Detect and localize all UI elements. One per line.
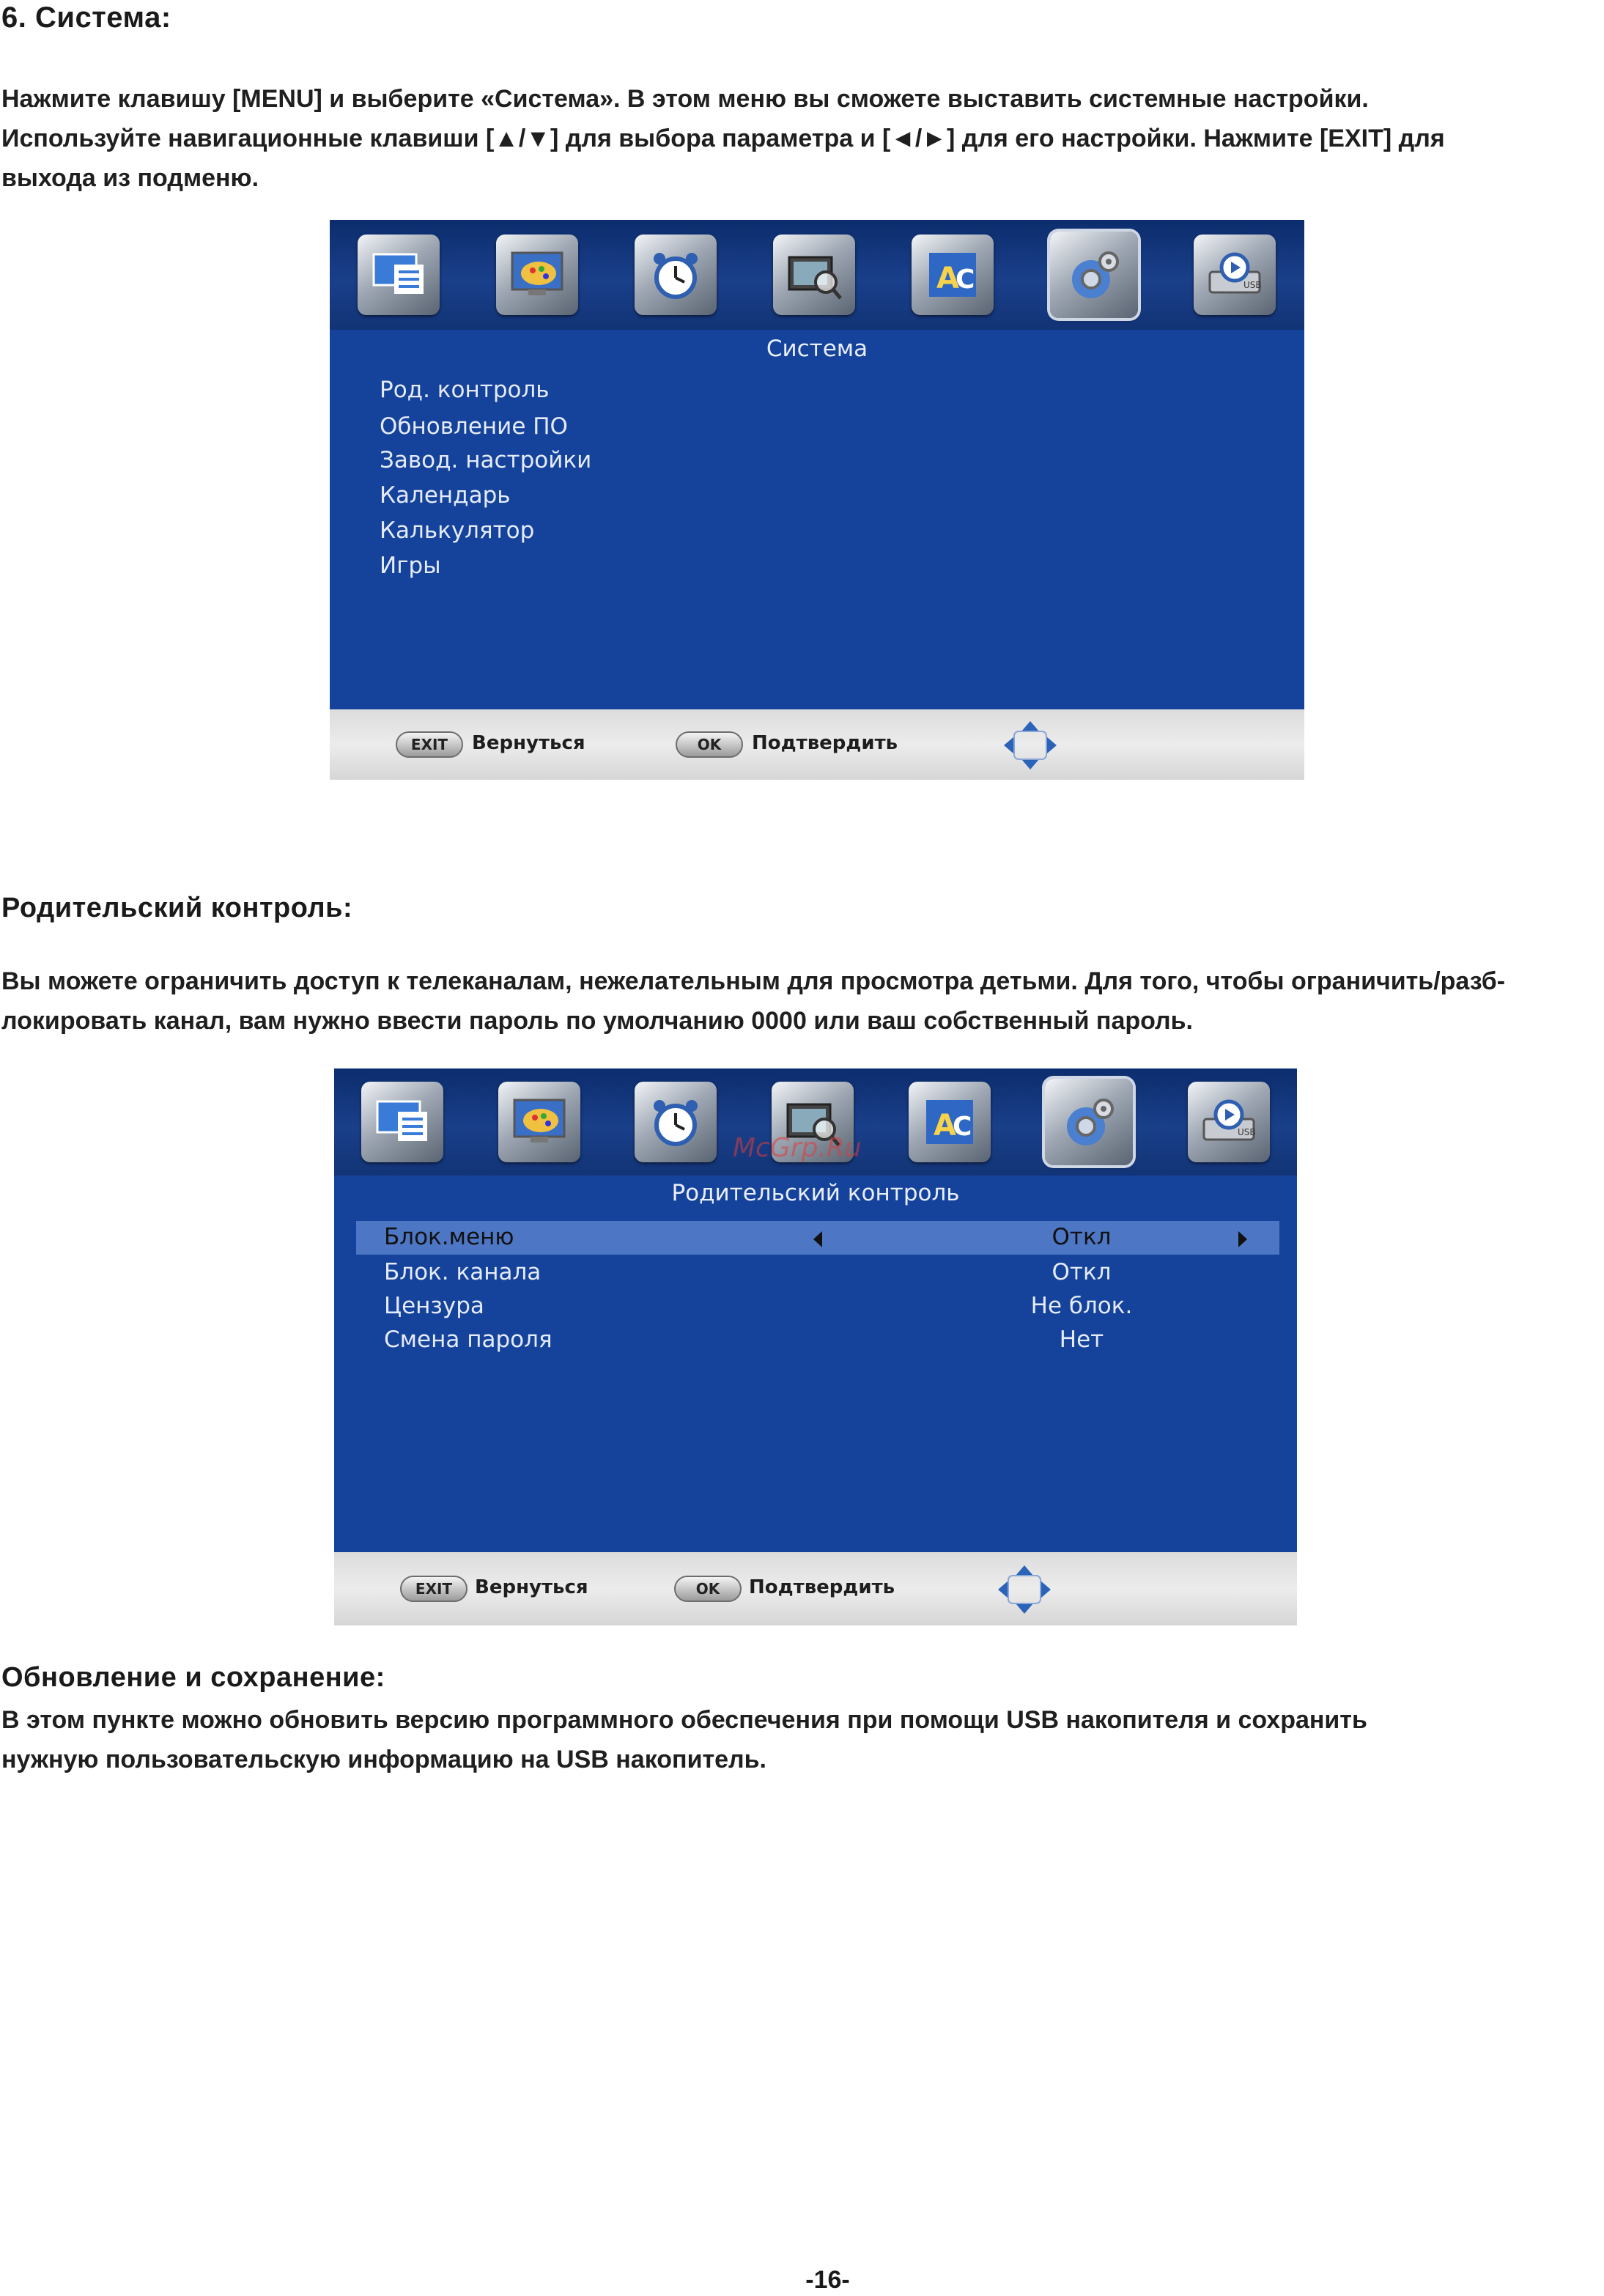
channel-list-icon[interactable] [358, 235, 440, 315]
menu-item-factory-reset[interactable]: Завод. настройки [380, 447, 592, 473]
ok-label: Подтвердить [749, 1576, 895, 1598]
exit-label: Вернуться [472, 732, 585, 754]
menu-item-games[interactable]: Игры [380, 553, 441, 579]
menu-item-menu-lock[interactable]: Блок.меню [384, 1224, 514, 1250]
usb-media-icon[interactable] [1188, 1082, 1270, 1162]
intro-paragraph [1, 79, 1445, 198]
picture-palette-icon[interactable] [498, 1082, 580, 1162]
ok-key[interactable]: OK [674, 1576, 742, 1602]
parental-paragraph [1, 961, 1505, 1041]
parental-line: локировать канал, вам нужно ввести пароль по умолчанию 0000 или ваш собственный пароль. [1, 1007, 1194, 1035]
chevron-left-icon[interactable] [812, 1230, 824, 1249]
update-paragraph [1, 1700, 1367, 1779]
tv-search-icon[interactable] [773, 235, 855, 315]
svg-text:C: C [955, 265, 975, 295]
audio-letters-icon[interactable] [909, 1082, 991, 1162]
intro-line: выхода из подменю. [1, 164, 259, 192]
alarm-clock-icon[interactable] [635, 235, 717, 315]
svg-text:C: C [952, 1112, 972, 1142]
picture-palette-icon[interactable] [496, 235, 578, 315]
ok-key[interactable]: OK [676, 731, 743, 758]
svg-text:USB: USB [1243, 280, 1263, 290]
system-menu-screen [330, 220, 1304, 780]
page-number: -16- [805, 2266, 850, 2294]
menu-item-censorship[interactable]: Цензура [384, 1293, 484, 1319]
exit-key[interactable]: EXIT [396, 731, 463, 758]
exit-key[interactable]: EXIT [400, 1576, 467, 1602]
section-heading: 6. Система: [1, 1, 171, 34]
menu-icon-bar [330, 220, 1304, 330]
alarm-clock-icon[interactable] [635, 1082, 717, 1162]
intro-line: Используйте навигационные клавиши [▲/▼] для выбора параметра и [◄/►] для его настройки. Нажмите [EXIT] для [1, 125, 1445, 152]
menu-footer [334, 1552, 1297, 1625]
menu-title: Родительский контроль [671, 1180, 960, 1206]
update-line: В этом пункте можно обновить версию программного обеспечения при помощи USB накопителя и сохранить [1, 1706, 1367, 1734]
parental-heading: Родительский контроль: [1, 893, 353, 923]
menu-value-censorship: Не блок. [1030, 1293, 1133, 1319]
watermark: McGrp.Ru [733, 1133, 862, 1163]
menu-value-channel-lock: Откл [1052, 1259, 1112, 1285]
menu-item-calendar[interactable]: Календарь [380, 482, 511, 509]
menu-item-software-update[interactable]: Обновление ПО [380, 413, 568, 440]
parental-control-screen [334, 1068, 1297, 1625]
usb-media-icon[interactable] [1194, 235, 1276, 315]
menu-item-change-password[interactable]: Смена пароля [384, 1326, 552, 1353]
menu-value-menu-lock: Откл [1052, 1224, 1112, 1250]
audio-letters-icon[interactable] [912, 235, 994, 315]
update-heading: Обновление и сохранение: [1, 1662, 385, 1693]
chevron-right-icon[interactable] [1237, 1230, 1249, 1249]
menu-title: Система [766, 336, 868, 362]
navigation-arrows-icon [997, 1564, 1052, 1615]
system-gears-icon[interactable] [1050, 232, 1138, 318]
menu-footer [330, 709, 1304, 780]
exit-label: Вернуться [475, 1576, 588, 1598]
menu-value-change-password: Нет [1059, 1326, 1104, 1353]
intro-line: Нажмите клавишу [MENU] и выберите «Система». В этом меню вы сможете выставить системные настройки. [1, 85, 1369, 113]
menu-item-calculator[interactable]: Калькулятор [380, 517, 535, 544]
svg-text:A: A [936, 262, 959, 295]
svg-text:USB: USB [1237, 1127, 1256, 1137]
channel-list-icon[interactable] [361, 1082, 443, 1162]
menu-item-parental-control[interactable]: Род. контроль [380, 377, 550, 403]
svg-text:A: A [933, 1109, 956, 1143]
system-gears-icon[interactable] [1045, 1079, 1133, 1165]
parental-line: Вы можете ограничить доступ к телеканалам, нежелательным для просмотра детьми. Для того, чтобы ограничить/разб- [1, 967, 1506, 995]
menu-item-channel-lock[interactable]: Блок. канала [384, 1259, 542, 1285]
navigation-arrows-icon [1002, 720, 1058, 771]
update-line: нужную пользовательскую информацию на USB накопитель. [1, 1746, 766, 1773]
ok-label: Подтвердить [752, 732, 898, 754]
